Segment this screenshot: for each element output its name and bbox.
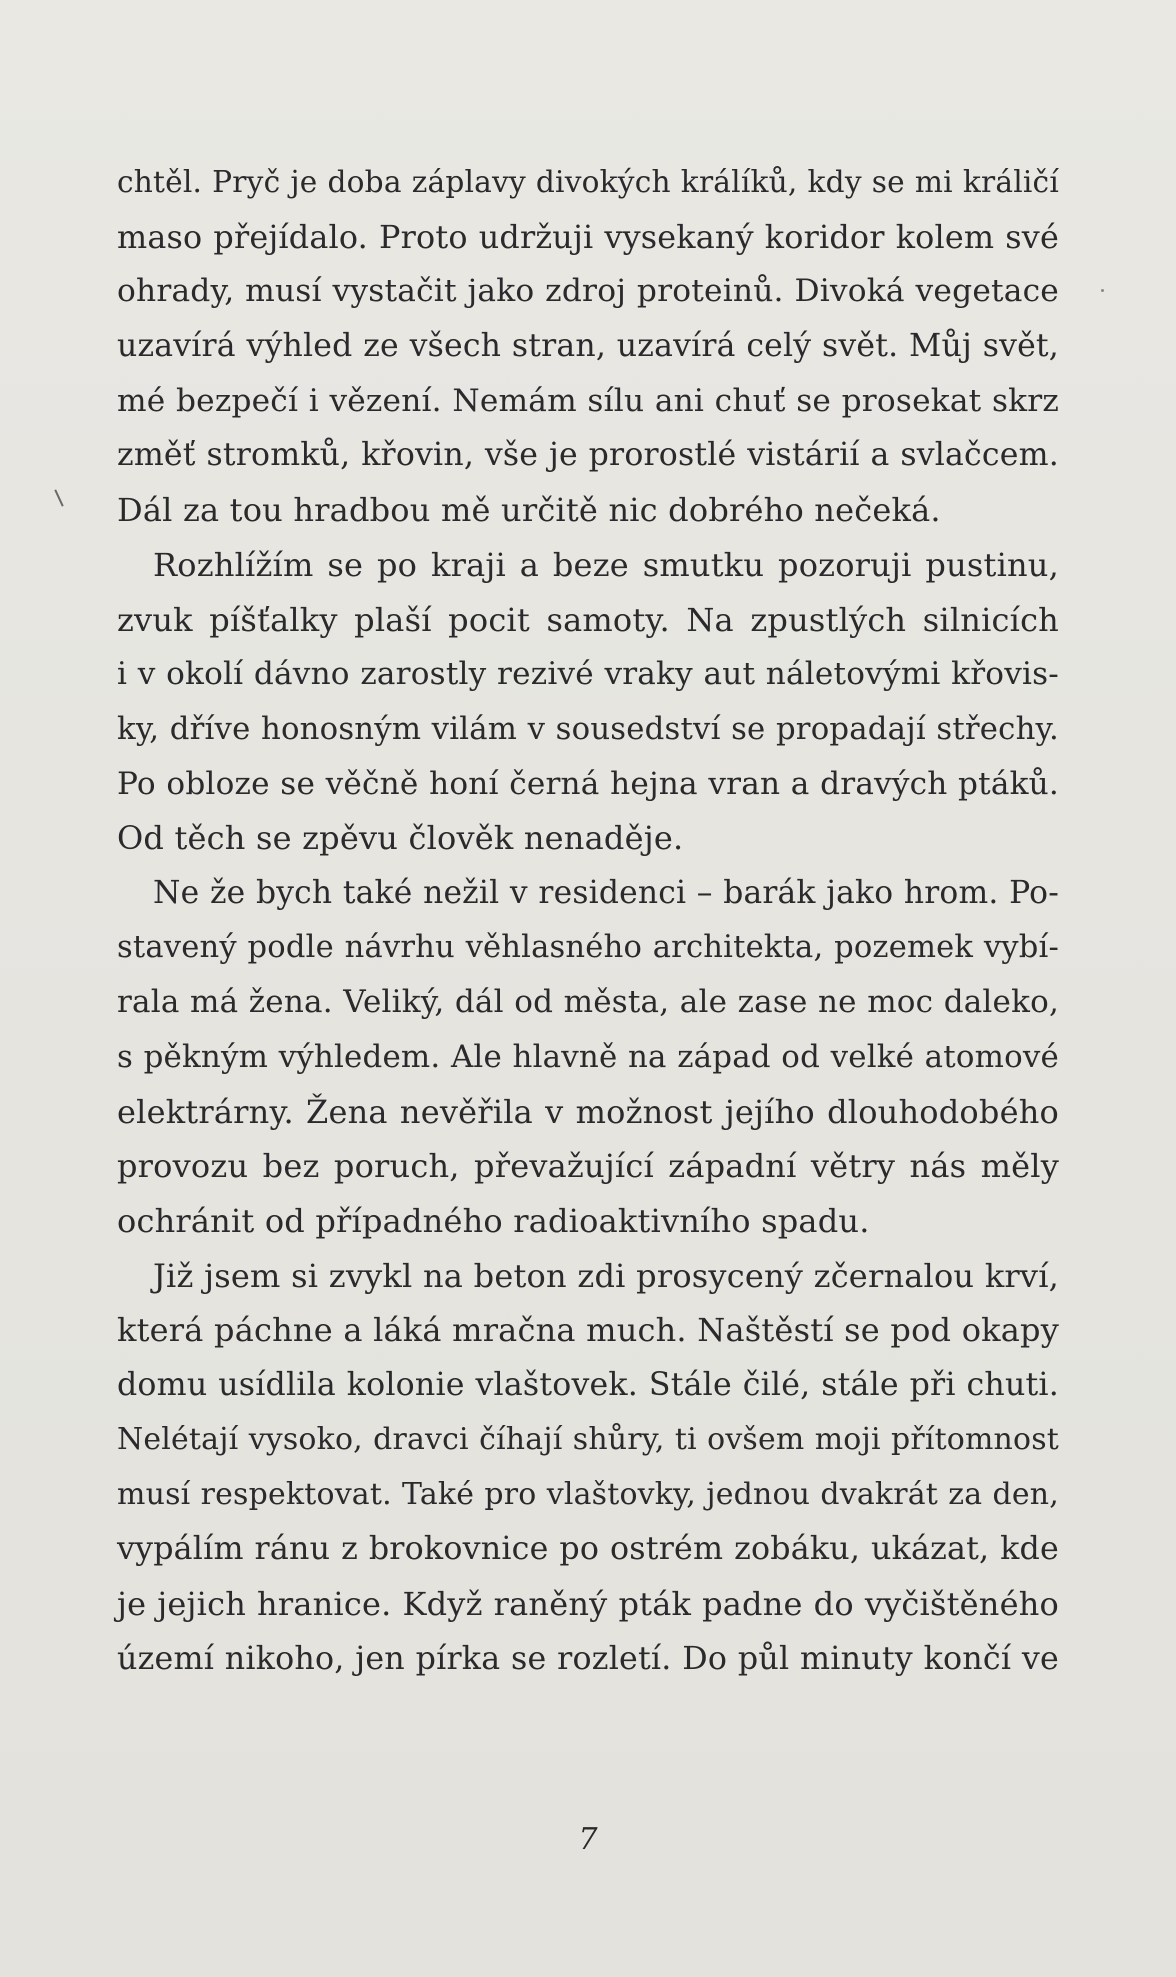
text-line: Nelétají vysoko, dravci číhají shůry, ti ovšem moji přítomnost — [117, 1421, 1059, 1457]
text-line: mé bezpečí i vězení. Nemám sílu ani chuť se prosekat skrz — [117, 382, 1059, 419]
text-line: provozu bez poruch, převažující západní větry nás měly — [117, 1147, 1059, 1186]
text-line: Po obloze se věčně honí černá hejna vran a dravých ptáků. — [117, 765, 1059, 802]
text-line: musí respektovat. Také pro vlaštovky, jednou dvakrát za den, — [117, 1476, 1059, 1512]
body-text — [117, 155, 1059, 1686]
text-line: maso přejídalo. Proto udržuji vysekaný koridor kolem své — [117, 217, 1059, 256]
text-line: Dál za tou hradbou mě určitě nic dobrého nečeká. — [117, 491, 941, 530]
text-line: Ne že bych také nežil v residenci – barák jako hrom. Po- — [153, 874, 1059, 911]
text-line: vypálím ránu z brokovnice po ostrém zobáku, ukázat, kde — [117, 1531, 1059, 1568]
page-number: 7 — [578, 1822, 598, 1857]
text-line: chtěl. Pryč je doba záplavy divokých králíků, kdy se mi králičí — [117, 165, 1059, 199]
text-line: stavený podle návrhu věhlasného architekta, pozemek vybí- — [117, 929, 1059, 965]
text-line: uzavírá výhled ze všech stran, uzavírá celý svět. Můj svět, — [117, 328, 1059, 365]
margin-mark — [54, 489, 63, 506]
paper-speck — [1101, 289, 1104, 292]
text-line: i v okolí dávno zarostly rezivé vraky aut náletovými křovis- — [117, 656, 1059, 693]
text-line: ochránit od případného radioaktivního spadu. — [117, 1202, 870, 1241]
text-line: území nikoho, jen pírka se rozletí. Do půl minuty končí ve — [117, 1640, 1059, 1677]
text-line: která páchne a láká mračna much. Naštěstí se pod okapy — [117, 1311, 1059, 1350]
text-line: Od těch se zpěvu člověk nenaděje. — [117, 819, 684, 858]
text-line: Rozhlížím se po kraji a beze smutku pozoruji pustinu, — [153, 545, 1059, 584]
text-line: zvuk píšťalky plaší pocit samoty. Na zpustlých silnicích — [117, 600, 1059, 639]
text-line: rala má žena. Veliký, dál od města, ale zase ne moc daleko, — [117, 984, 1059, 1021]
text-line: ohrady, musí vystačit jako zdroj proteinů. Divoká vegetace — [117, 273, 1059, 310]
text-line: ky, dříve honosným vilám v sousedství se propadají střechy. — [117, 710, 1059, 747]
text-line: s pěkným výhledem. Ale hlavně na západ od velké atomové — [117, 1039, 1059, 1075]
text-line: domu usídlila kolonie vlaštovek. Stále čilé, stále při chuti. — [117, 1367, 1059, 1404]
text-line: změť stromků, křovin, vše je prorostlé vistárií a svlačcem. — [117, 437, 1059, 474]
text-line: je jejich hranice. Když raněný pták padne do vyčištěného — [117, 1584, 1059, 1623]
text-line: elektrárny. Žena nevěřila v možnost jejího dlouhodobého — [117, 1092, 1059, 1131]
text-line: Již jsem si zvykl na beton zdi prosycený zčernalou krví, — [153, 1256, 1059, 1295]
